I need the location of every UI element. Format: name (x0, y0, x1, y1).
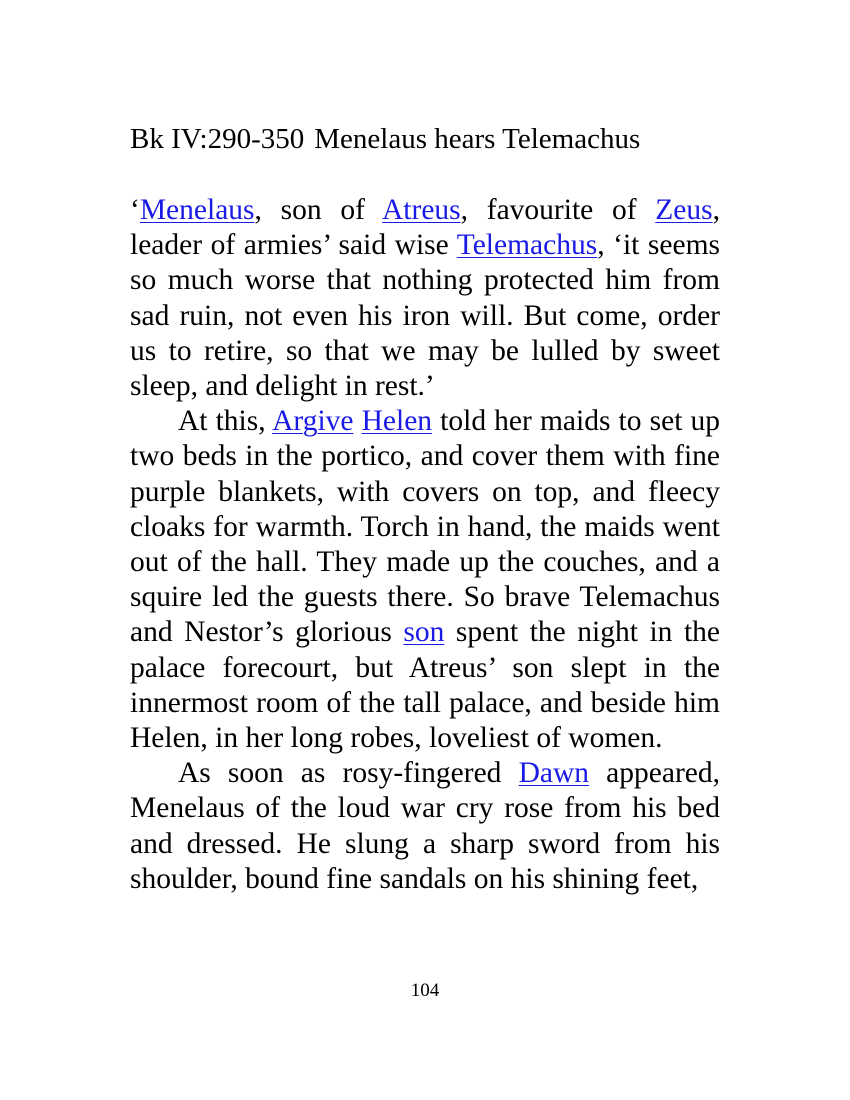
section-title: Menelaus hears Telemachus (314, 123, 641, 155)
text-run: , favourite of (460, 194, 656, 226)
link-telemachus[interactable]: Telemachus (456, 229, 598, 262)
paragraph-3 (130, 756, 720, 897)
paragraph-2 (130, 404, 720, 756)
link-dawn[interactable]: Dawn (518, 757, 590, 790)
text-run: spent the night in the palace forecourt, but Atreus’ son slept in the innermost room of the tall palace, and beside him Helen, in her long robes, loveliest of women. (130, 616, 720, 755)
text-run (354, 405, 362, 437)
paragraph-1 (130, 193, 720, 404)
text-run: told her maids to set up two beds in the portico, and cover them with fine purple blankets, with covers on top, and fleecy cloaks for warmth. Torch in hand, the maids went out of the hall. They made up the couches, and a squire led the guests there. So brave Telemachus and Nestor’s glorious (130, 405, 721, 649)
document-page (130, 0, 720, 1100)
link-zeus[interactable]: Zeus (655, 194, 713, 226)
link-son[interactable]: son (403, 616, 445, 649)
text-run: , leader of armies’ said wise (130, 194, 720, 262)
section-heading (130, 122, 720, 157)
text-run: ‘ (130, 194, 140, 226)
text-run: , son of (254, 194, 382, 226)
link-menelaus[interactable]: Menelaus (139, 194, 255, 226)
link-atreus[interactable]: Atreus (382, 194, 461, 226)
text-run: appeared, Menelaus of the loud war cry rose from his bed and dressed. He slung a sharp sword from his shoulder, bound fine sandals on his shining feet, (130, 757, 720, 895)
link-argive[interactable]: Argive (272, 405, 354, 438)
link-helen[interactable]: Helen (361, 405, 433, 438)
section-reference: Bk IV:290-350 (130, 123, 305, 155)
text-run: , ‘it seems so much worse that nothing protected him from sad ruin, not even his iron will. But come, order us to retire, so that we may be lulled by sweet sleep, and delight in rest.’ (130, 229, 720, 403)
text-run: As soon as rosy-fingered (178, 757, 519, 790)
body-text (130, 193, 720, 897)
text-run: At this, (178, 405, 273, 438)
page-number: 104 (410, 980, 440, 1001)
